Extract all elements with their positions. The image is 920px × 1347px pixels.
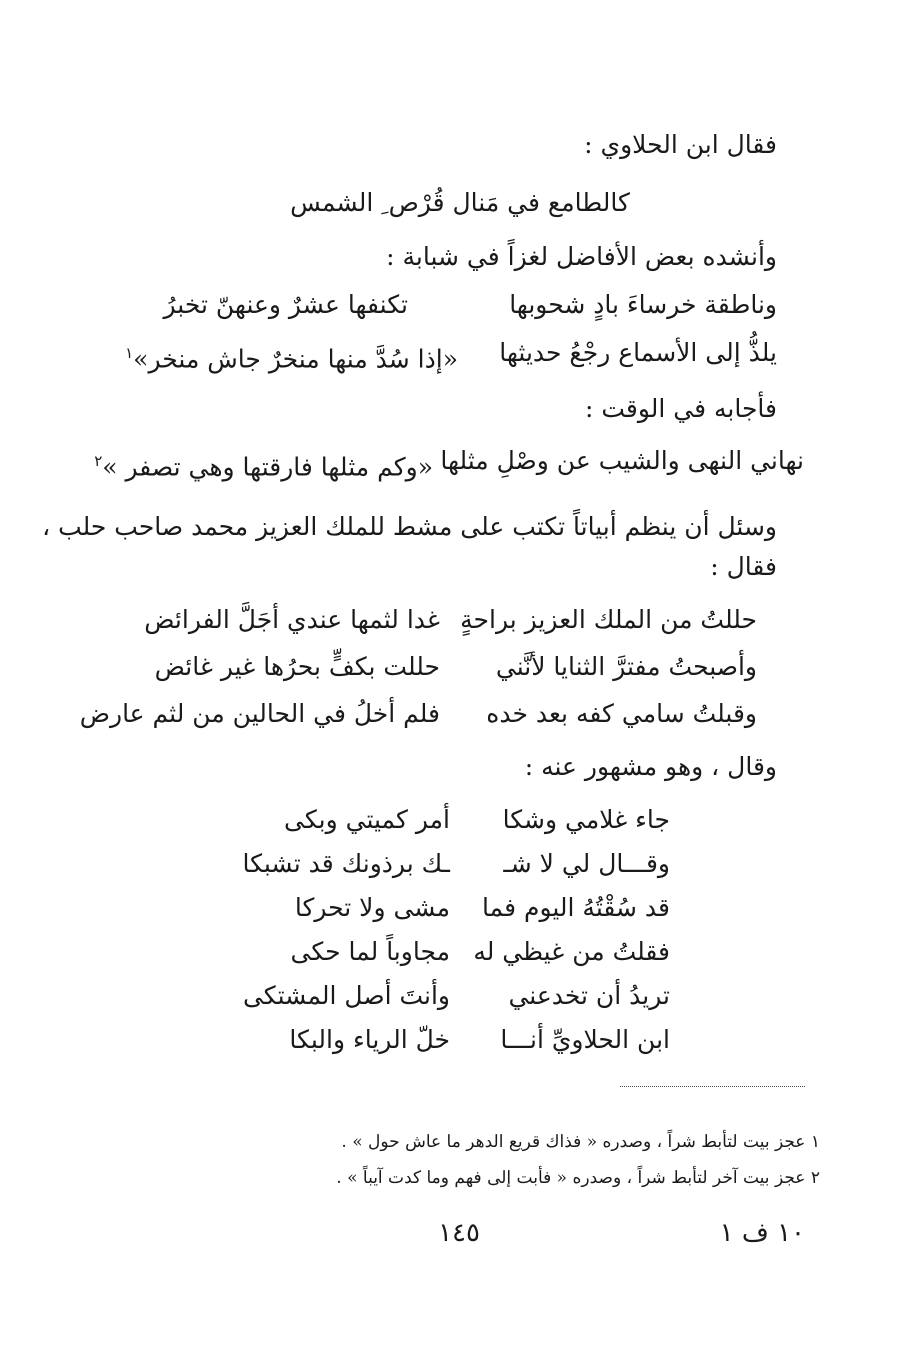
intro-line-2: وأنشده بعض الأفاضل لغزاً في شبابة : [386, 242, 777, 271]
footnote-divider [620, 1086, 805, 1087]
poem-2-second-hemistich: ـك برذونك قد تشبكا [242, 849, 450, 878]
reply-second-hemistich [94, 444, 433, 484]
page-number: ١٤٥ [438, 1218, 480, 1248]
reply-first-hemistich: نهاني النهى والشيب عن وصْلِ مثلها [440, 446, 804, 475]
comb-2-second-hemistich: حللت بكفٍّ بحرُها غير غائض [154, 652, 440, 681]
poem-3-second-hemistich: مشى ولا تحركا [294, 893, 450, 922]
poem-6-first-hemistich: ابن الحلاويِّ أنـــا [500, 1025, 670, 1054]
footnote-2: ٢ عجز بيت آخر لتأبط شراً ، وصدره « فأبت إلى فهم وما كدت آيباً » . [336, 1168, 820, 1188]
poem-5-second-hemistich: وأنتَ أصل المشتكى [242, 981, 450, 1010]
riddle-2-second-text: «إذا سُدَّ منها منخرٌ جاش منخر» [133, 344, 458, 374]
footnote-ref-2: ٢ [94, 452, 103, 470]
footnote-ref-1: ١ [125, 344, 134, 362]
comb-1-first-hemistich: حللتُ من الملك العزيز براحةٍ [460, 605, 757, 634]
riddle-2-second-hemistich [125, 336, 458, 376]
poem-1-second-hemistich: أمر كميتي وبكى [284, 805, 450, 834]
poem-1-first-hemistich: جاء غلامي وشكا [502, 805, 670, 834]
signature-mark: ١٠ ف ١ [719, 1218, 805, 1248]
comb-2-first-hemistich: وأصبحتُ مفترَّ الثنايا لأنَّني [495, 652, 757, 681]
paragraph-line-1: وسئل أن ينظم أبياتاً تكتب على مشط للملك العزيز محمد صاحب حلب ، [42, 512, 777, 541]
footnote-1: ١ عجز بيت لتأبط شراً ، وصدره « فذاك قريع الدهر ما عاش حول » . [341, 1132, 820, 1152]
riddle-1-first-hemistich: وناطقة خرساءَ بادٍ شحوبها [509, 290, 777, 319]
intro-line-4: وقال ، وهو مشهور عنه : [524, 752, 777, 781]
poem-4-second-hemistich: مجاوباً لما حكى [290, 937, 450, 966]
centered-verse: كالطامع في مَنال قُرْص ِ الشمس [290, 188, 630, 217]
reply-second-text: «وكم مثلها فارقتها وهي تصفر » [102, 452, 433, 482]
intro-line-1: فقال ابن الحلاوي : [584, 130, 777, 159]
riddle-2-first-hemistich: يلذُّ إلى الأسماع رجْعُ حديثها [499, 338, 777, 367]
paragraph-line-2: فقال : [710, 552, 777, 581]
poem-2-first-hemistich: وقـــال لي لا شـ [503, 849, 670, 878]
comb-3-second-hemistich: فلم أخلُ في الحالين من لثم عارض [79, 699, 440, 728]
poem-6-second-hemistich: خلّ الرياء والبكا [289, 1025, 450, 1054]
riddle-1-second-hemistich: تكنفها عشرٌ وعنهنّ تخبرُ [163, 290, 408, 319]
poem-3-first-hemistich: قد سُقْتُهُ اليوم فما [482, 893, 670, 922]
poem-4-first-hemistich: فقلتُ من غيظي له [473, 937, 670, 966]
comb-3-first-hemistich: وقبلتُ سامي كفه بعد خده [486, 699, 757, 728]
intro-line-3: فأجابه في الوقت : [584, 394, 777, 423]
poem-5-first-hemistich: تريدُ أن تخدعني [508, 981, 670, 1010]
comb-1-second-hemistich: غدا لثمها عندي أجَلَّ الفرائض [144, 605, 440, 634]
